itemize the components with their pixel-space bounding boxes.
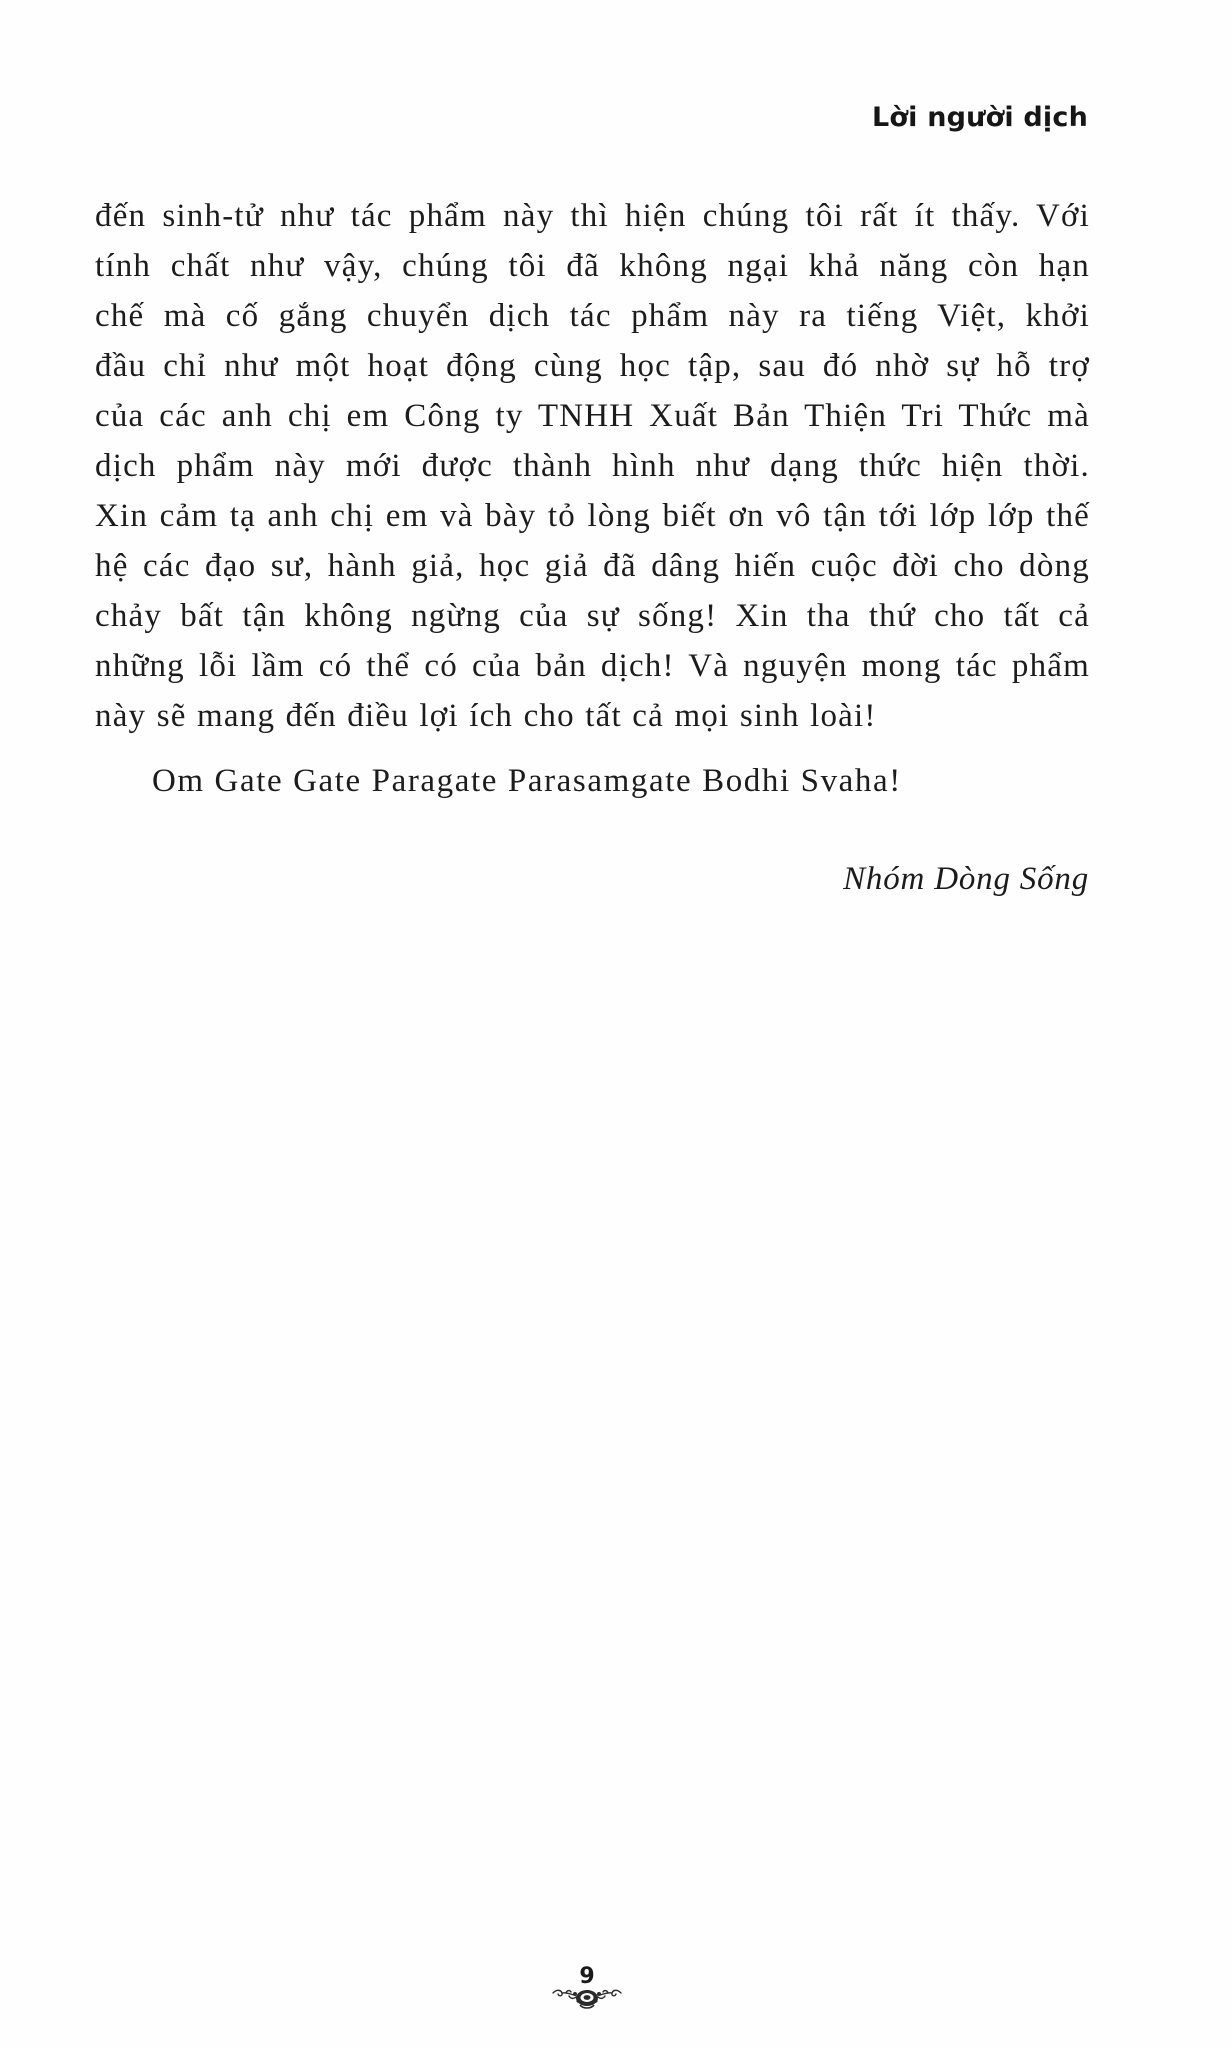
body-line: Xin cảm tạ anh chị em và bày tỏ lòng biết ơn vô tận tới lớp lớp thế — [95, 498, 1090, 534]
body-line: đến sinh-tử như tác phẩm này thì hiện chúng tôi rất ít thấy. Với — [95, 198, 1090, 234]
page-number: 9 — [579, 1964, 595, 1989]
body-line: của các anh chị em Công ty TNHH Xuất Bản Thiện Tri Thức mà — [95, 398, 1090, 434]
running-header: Lời người dịch — [872, 102, 1088, 133]
body-paragraph — [95, 191, 1090, 741]
floral-ornament-icon — [550, 1985, 624, 2011]
body-line: chế mà cố gắng chuyển dịch tác phẩm này ra tiếng Việt, khởi — [95, 298, 1090, 334]
body-line: đầu chỉ như một hoạt động cùng học tập, sau đó nhờ sự hỗ trợ — [95, 348, 1090, 384]
body-line: chảy bất tận không ngừng của sự sống! Xin tha thứ cho tất cả — [95, 598, 1090, 634]
body-line: hệ các đạo sư, hành giả, học giả đã dâng hiến cuộc đời cho dòng — [95, 548, 1090, 584]
body-line: này sẽ mang đến điều lợi ích cho tất cả mọi sinh loài! — [95, 698, 877, 734]
body-line: tính chất như vậy, chúng tôi đã không ngại khả năng còn hạn — [95, 248, 1090, 284]
body-line: những lỗi lầm có thể có của bản dịch! Và nguyện mong tác phẩm — [95, 648, 1090, 684]
signature: Nhóm Dòng Sống — [843, 861, 1089, 897]
body-line: dịch phẩm này mới được thành hình như dạng thức hiện thời. — [95, 448, 1090, 484]
mantra-line: Om Gate Gate Paragate Parasamgate Bodhi Svaha! — [152, 763, 902, 799]
